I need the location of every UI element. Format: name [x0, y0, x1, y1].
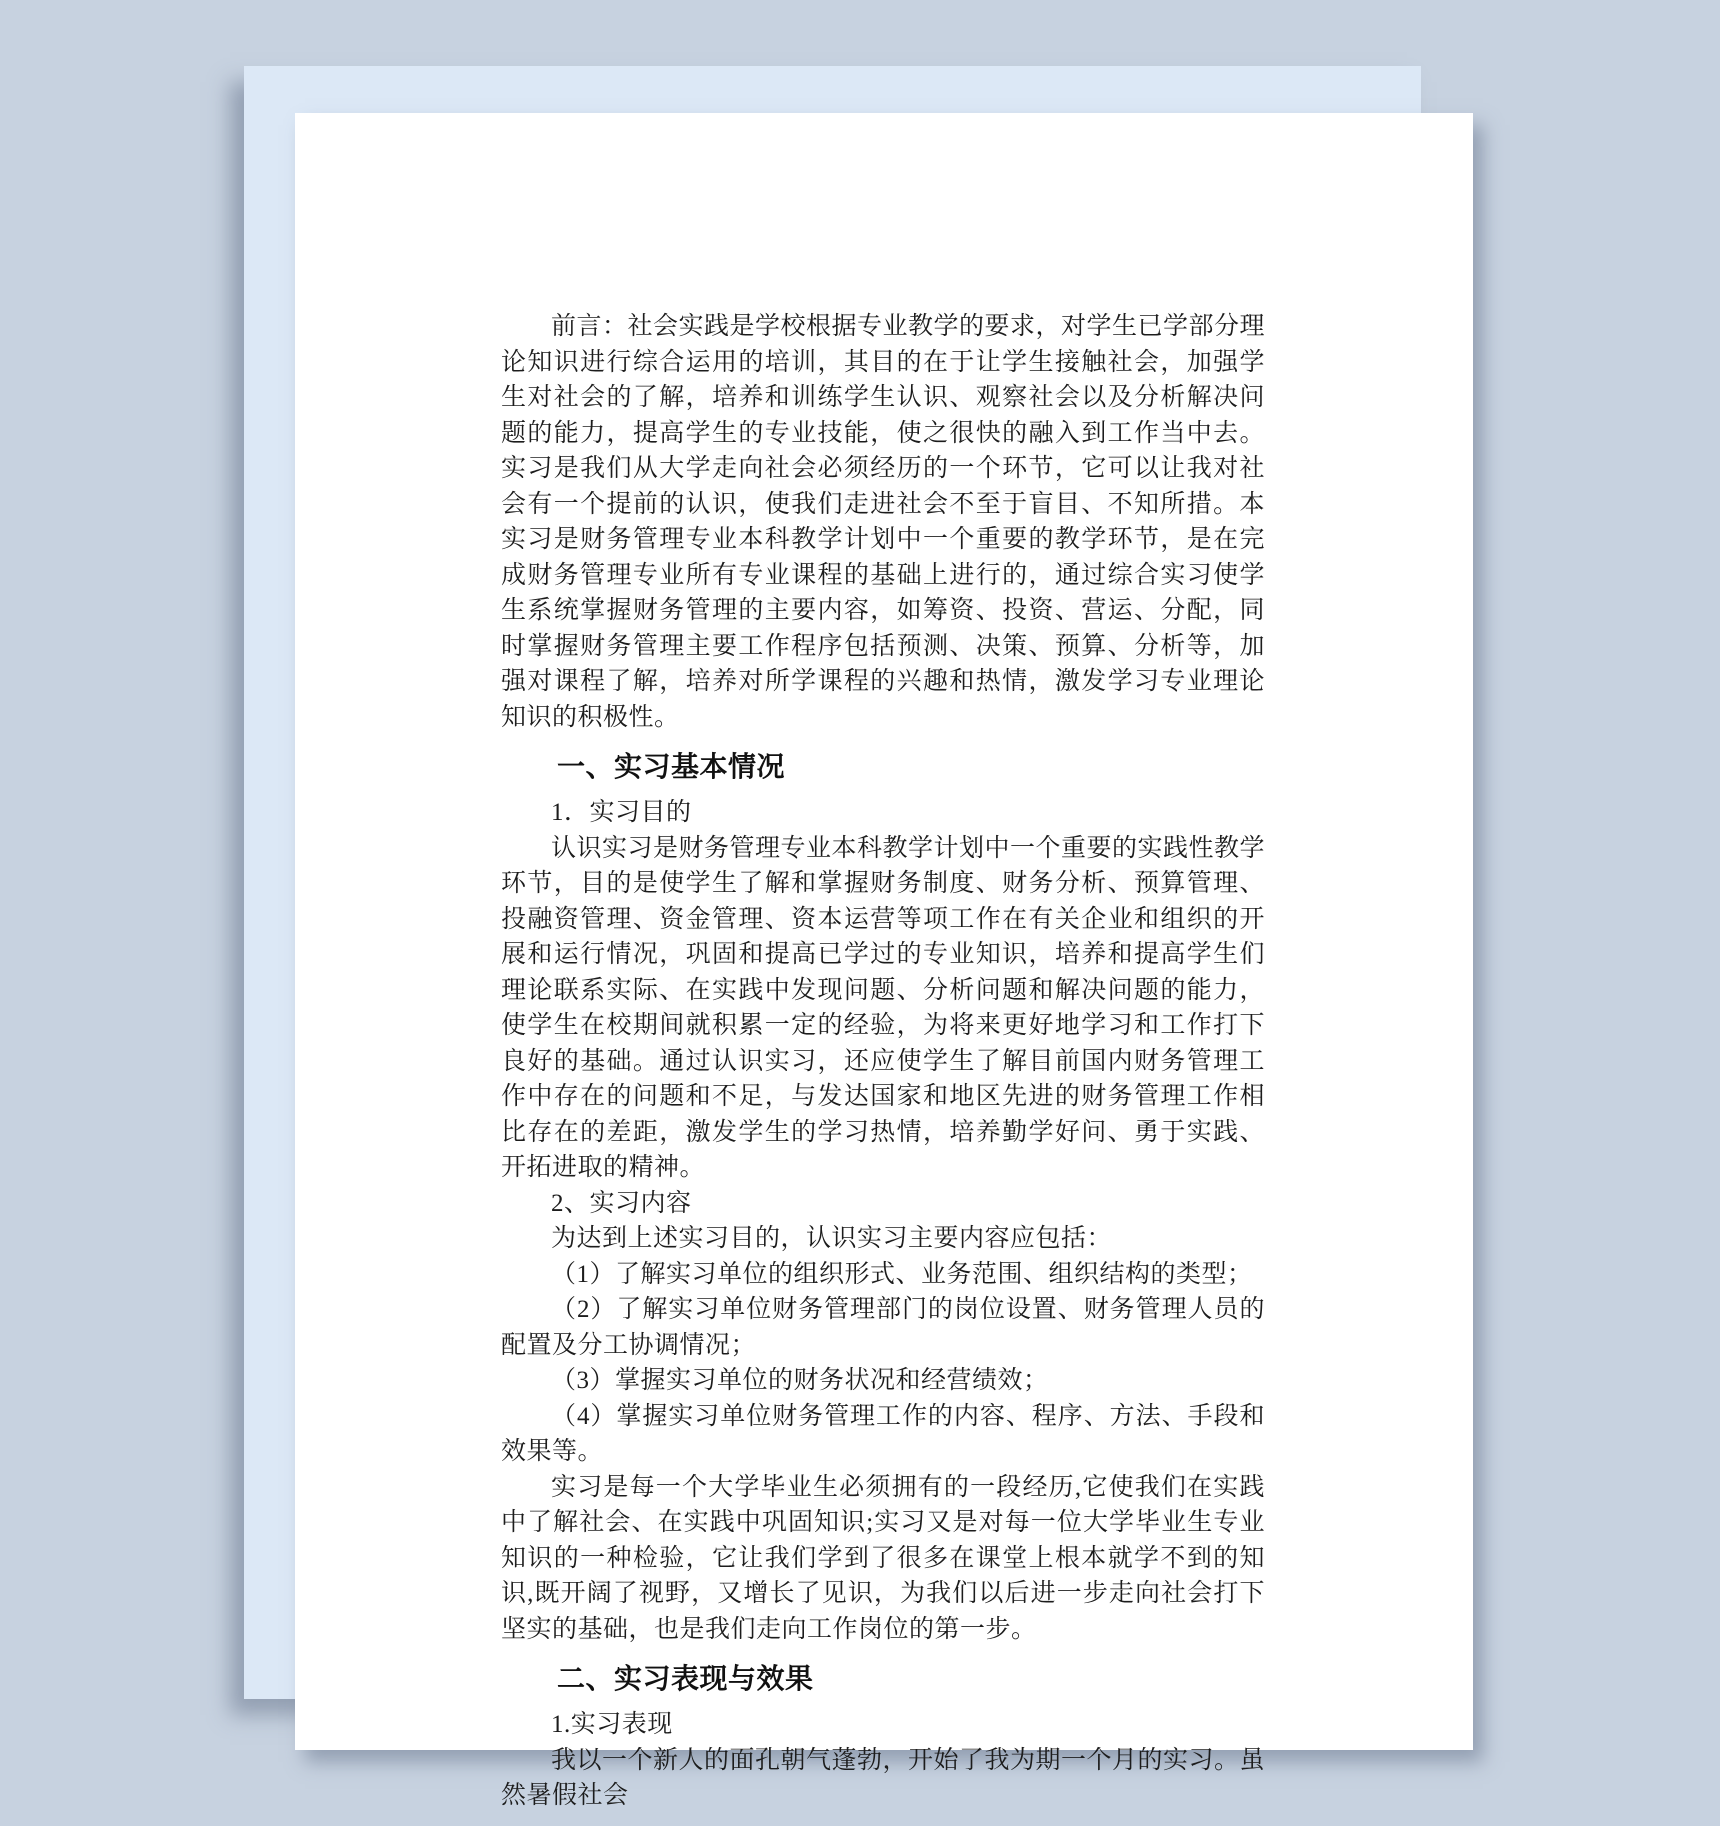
section-heading: 二、实习表现与效果 [557, 1663, 814, 1694]
paragraph: （3）掌握实习单位的财务状况和经营绩效； [551, 1367, 1049, 1394]
paragraph: 实习是每一个大学毕业生必须拥有的一段经历,它使我们在实践中了解社会、在实践中巩固知识;实习又是对每一位大学毕业生专业知识的一种检验，它让我们学到了很多在课堂上根本就学不到的知识,既开阔了视野，又增长了见识，为我们以后进一步走向社会打下坚实的基础，也是我们走向工作岗位的第一步。 [501, 1473, 1265, 1643]
paragraph: 2、实习内容 [551, 1189, 692, 1217]
document-page [295, 113, 1473, 1809]
paragraph: （2）了解实习单位财务管理部门的岗位设置、财务管理人员的配置及分工协调情况； [501, 1296, 1265, 1359]
paragraph: 我以一个新人的面孔朝气蓬勃，开始了我为期一个月的实习。虽然暑假社会 [501, 1746, 1266, 1809]
section-heading: 一、实习基本情况 [557, 751, 786, 782]
paragraph: 1.实习表现 [551, 1711, 673, 1738]
paragraph: 认识实习是财务管理专业本科教学计划中一个重要的实践性教学环节，目的是使学生了解和掌握财务制度、财务分析、预算管理、投融资管理、资金管理、资本运营等项工作在有关企业和组织的开展和运行情况，巩固和提高已学过的专业知识，培养和提高学生们理论联系实际、在实践中发现问题、分析问题和解决问题的能力，使学生在校期间就积累一定的经验，为将来更好地学习和工作打下良好的基础。通过认识实习，还应使学生了解目前国内财务管理工作中存在的问题和不足，与发达国家和地区先进的财务管理工作相比存在的差距，激发学生的学习热情，培养勤学好问、勇于实践、开拓进取的精神。 [501, 834, 1266, 1181]
document-content [501, 309, 1265, 1814]
paragraph: （4）掌握实习单位财务管理工作的内容、程序、方法、手段和效果等。 [501, 1402, 1265, 1465]
paragraph: （1）了解实习单位的组织形式、业务范围、组织结构的类型； [551, 1260, 1253, 1288]
paragraph: 为达到上述实习目的，认识实习主要内容应包括： [551, 1225, 1113, 1252]
paragraph: 前言：社会实践是学校根据专业教学的要求，对学生已学部分理论知识进行综合运用的培训，其目的在于让学生接触社会，加强学生对社会的了解，培养和训练学生认识、观察社会以及分析解决问题的能力，提高学生的专业技能，使之很快的融入到工作当中去。实习是我们从大学走向社会必须经历的一个环节，它可以让我对社会有一个提前的认识，使我们走进社会不至于盲目、不知所措。本实习是财务管理专业本科教学计划中一个重要的教学环节，是在完成财务管理专业所有专业课程的基础上进行的，通过综合实习使学生系统掌握财务管理的主要内容，如筹资、投资、营运、分配，同时掌握财务管理主要工作程序包括预测、决策、预算、分析等，加强对课程了解，培养对所学课程的兴趣和热情，激发学习专业理论知识的积极性。 [501, 313, 1266, 731]
paragraph: 1．实习目的 [551, 799, 692, 826]
